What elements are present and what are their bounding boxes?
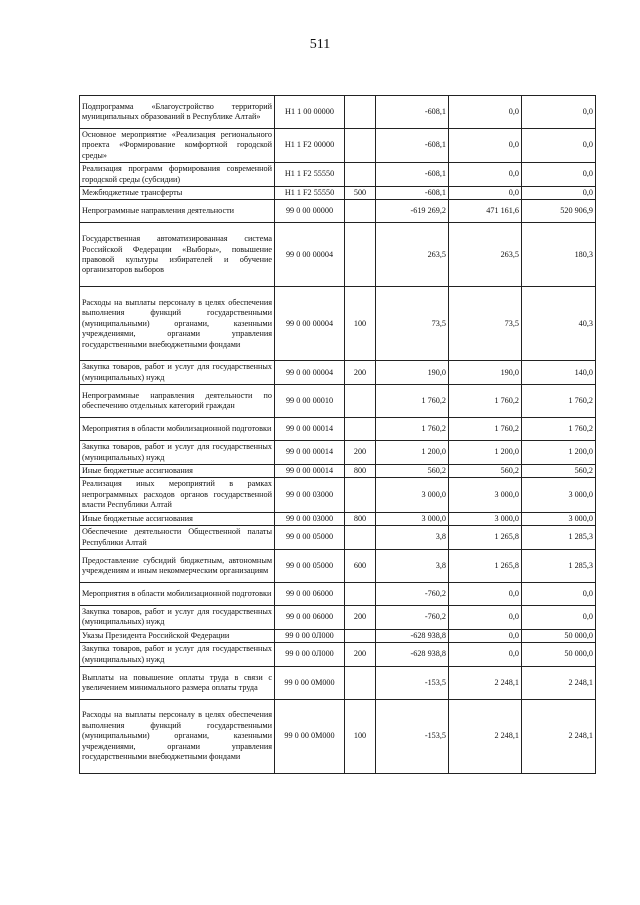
row-value-3: 0,0 bbox=[522, 96, 596, 129]
row-code: 99 0 00 00004 bbox=[275, 223, 345, 287]
row-value-3: 560,2 bbox=[522, 465, 596, 478]
row-expense-type: 800 bbox=[345, 465, 376, 478]
row-name: Выплаты на повышение оплаты труда в связи с увеличением минимального размера оплаты труда bbox=[80, 666, 275, 699]
row-name: Указы Президента Российской Федерации bbox=[80, 629, 275, 642]
row-value-2: 471 161,6 bbox=[449, 200, 522, 223]
table-row bbox=[80, 629, 596, 642]
row-code: 99 0 00 06000 bbox=[275, 605, 345, 629]
row-value-3: 1 285,3 bbox=[522, 549, 596, 582]
row-value-3: 3 000,0 bbox=[522, 512, 596, 525]
row-value-1: -608,1 bbox=[376, 187, 449, 200]
row-name: Непрограммные направления деятельности bbox=[80, 200, 275, 223]
table-row bbox=[80, 418, 596, 441]
row-value-1: -619 269,2 bbox=[376, 200, 449, 223]
row-value-2: 1 265,8 bbox=[449, 549, 522, 582]
table-row bbox=[80, 187, 596, 200]
row-code: 99 0 00 00004 bbox=[275, 361, 345, 385]
row-value-2: 0,0 bbox=[449, 163, 522, 187]
table-row bbox=[80, 512, 596, 525]
table-row bbox=[80, 582, 596, 605]
row-value-3: 2 248,1 bbox=[522, 699, 596, 773]
table-row bbox=[80, 163, 596, 187]
row-value-2: 1 200,0 bbox=[449, 441, 522, 465]
row-expense-type bbox=[345, 666, 376, 699]
page-number: 511 bbox=[309, 37, 331, 52]
row-value-1: -760,2 bbox=[376, 605, 449, 629]
row-code: 99 0 00 06000 bbox=[275, 582, 345, 605]
row-value-2: 0,0 bbox=[449, 187, 522, 200]
row-value-3: 0,0 bbox=[522, 582, 596, 605]
row-expense-type bbox=[345, 129, 376, 163]
row-value-1: -628 938,8 bbox=[376, 629, 449, 642]
row-value-2: 1 760,2 bbox=[449, 385, 522, 418]
table-row bbox=[80, 129, 596, 163]
row-value-1: 3,8 bbox=[376, 549, 449, 582]
row-value-1: -153,5 bbox=[376, 699, 449, 773]
row-value-3: 0,0 bbox=[522, 187, 596, 200]
row-expense-type bbox=[345, 582, 376, 605]
row-name: Подпрограмма «Благоустройство территорий муниципальных образований в Республике Алтай» bbox=[80, 96, 275, 129]
row-value-3: 180,3 bbox=[522, 223, 596, 287]
row-value-3: 1 285,3 bbox=[522, 526, 596, 550]
table-row bbox=[80, 441, 596, 465]
row-expense-type bbox=[345, 629, 376, 642]
row-name: Непрограммные направления деятельности по обеспечению отдельных категорий граждан bbox=[80, 385, 275, 418]
row-value-3: 50 000,0 bbox=[522, 643, 596, 667]
row-value-2: 263,5 bbox=[449, 223, 522, 287]
row-expense-type bbox=[345, 385, 376, 418]
table-row bbox=[80, 478, 596, 512]
row-value-2: 0,0 bbox=[449, 96, 522, 129]
row-name: Мероприятия в области мобилизационной подготовки bbox=[80, 418, 275, 441]
row-name: Иные бюджетные ассигнования bbox=[80, 465, 275, 478]
row-name: Межбюджетные трансферты bbox=[80, 187, 275, 200]
row-name: Мероприятия в области мобилизационной подготовки bbox=[80, 582, 275, 605]
row-value-2: 2 248,1 bbox=[449, 699, 522, 773]
row-name: Закупка товаров, работ и услуг для государственных (муниципальных) нужд bbox=[80, 605, 275, 629]
row-value-3: 1 760,2 bbox=[522, 418, 596, 441]
row-name: Закупка товаров, работ и услуг для государственных (муниципальных) нужд bbox=[80, 441, 275, 465]
row-value-3: 0,0 bbox=[522, 605, 596, 629]
table-row bbox=[80, 526, 596, 550]
row-code: Н1 1 F2 00000 bbox=[275, 129, 345, 163]
row-code: 99 0 00 00014 bbox=[275, 418, 345, 441]
row-value-2: 0,0 bbox=[449, 643, 522, 667]
row-code: 99 0 00 05000 bbox=[275, 526, 345, 550]
row-expense-type: 800 bbox=[345, 512, 376, 525]
row-expense-type: 500 bbox=[345, 187, 376, 200]
row-value-1: -628 938,8 bbox=[376, 643, 449, 667]
table-row bbox=[80, 605, 596, 629]
row-expense-type bbox=[345, 478, 376, 512]
row-value-1: 3 000,0 bbox=[376, 512, 449, 525]
row-code: 99 0 00 00014 bbox=[275, 441, 345, 465]
row-value-2: 1 265,8 bbox=[449, 526, 522, 550]
row-value-3: 520 906,9 bbox=[522, 200, 596, 223]
table-row bbox=[80, 287, 596, 361]
row-expense-type: 100 bbox=[345, 287, 376, 361]
row-value-1: -608,1 bbox=[376, 163, 449, 187]
table-row bbox=[80, 699, 596, 773]
row-expense-type: 200 bbox=[345, 605, 376, 629]
row-value-3: 140,0 bbox=[522, 361, 596, 385]
row-expense-type bbox=[345, 526, 376, 550]
row-expense-type: 200 bbox=[345, 441, 376, 465]
table-row bbox=[80, 200, 596, 223]
row-code: 99 0 00 0Л000 bbox=[275, 643, 345, 667]
row-value-1: 1 760,2 bbox=[376, 385, 449, 418]
row-value-1: 3 000,0 bbox=[376, 478, 449, 512]
row-name: Обеспечение деятельности Общественной палаты Республики Алтай bbox=[80, 526, 275, 550]
row-name: Закупка товаров, работ и услуг для государственных (муниципальных) нужд bbox=[80, 361, 275, 385]
row-expense-type: 200 bbox=[345, 643, 376, 667]
table-row bbox=[80, 223, 596, 287]
row-value-2: 1 760,2 bbox=[449, 418, 522, 441]
row-value-1: -608,1 bbox=[376, 129, 449, 163]
row-value-2: 3 000,0 bbox=[449, 478, 522, 512]
row-name: Иные бюджетные ассигнования bbox=[80, 512, 275, 525]
row-value-1: 560,2 bbox=[376, 465, 449, 478]
row-name: Основное мероприятие «Реализация регионального проекта «Формирование комфортной городской среды» bbox=[80, 129, 275, 163]
row-name: Государственная автоматизированная система Российской Федерации «Выборы», повышение правовой культуры избирателей и обучение организаторов выборов bbox=[80, 223, 275, 287]
row-value-1: 73,5 bbox=[376, 287, 449, 361]
row-value-3: 50 000,0 bbox=[522, 629, 596, 642]
row-value-1: 3,8 bbox=[376, 526, 449, 550]
row-name: Расходы на выплаты персоналу в целях обеспечения выполнения функций государственными (муниципальными) органами, казенными учреждениями, органами управления государственными внебюджетными фондами bbox=[80, 287, 275, 361]
row-value-3: 2 248,1 bbox=[522, 666, 596, 699]
row-code: 99 0 00 0М000 bbox=[275, 666, 345, 699]
row-code: 99 0 00 0М000 bbox=[275, 699, 345, 773]
row-value-1: 1 760,2 bbox=[376, 418, 449, 441]
row-code: Н1 1 00 00000 bbox=[275, 96, 345, 129]
row-value-1: -608,1 bbox=[376, 96, 449, 129]
table-row bbox=[80, 666, 596, 699]
row-expense-type bbox=[345, 200, 376, 223]
row-value-2: 0,0 bbox=[449, 605, 522, 629]
table-row bbox=[80, 549, 596, 582]
row-name: Закупка товаров, работ и услуг для государственных (муниципальных) нужд bbox=[80, 643, 275, 667]
row-value-3: 1 760,2 bbox=[522, 385, 596, 418]
row-code: 99 0 00 00014 bbox=[275, 465, 345, 478]
row-code: 99 0 00 03000 bbox=[275, 478, 345, 512]
row-value-3: 1 200,0 bbox=[522, 441, 596, 465]
row-code: 99 0 00 0Л000 bbox=[275, 629, 345, 642]
row-code: 99 0 00 00004 bbox=[275, 287, 345, 361]
row-value-3: 40,3 bbox=[522, 287, 596, 361]
row-value-1: -153,5 bbox=[376, 666, 449, 699]
row-expense-type bbox=[345, 223, 376, 287]
row-code: Н1 1 F2 55550 bbox=[275, 163, 345, 187]
row-code: Н1 1 F2 55550 bbox=[275, 187, 345, 200]
row-value-2: 73,5 bbox=[449, 287, 522, 361]
row-expense-type: 600 bbox=[345, 549, 376, 582]
row-value-3: 0,0 bbox=[522, 129, 596, 163]
row-value-2: 190,0 bbox=[449, 361, 522, 385]
row-value-1: 263,5 bbox=[376, 223, 449, 287]
row-value-1: -760,2 bbox=[376, 582, 449, 605]
table-row bbox=[80, 643, 596, 667]
table-row bbox=[80, 385, 596, 418]
row-name: Реализация программ формирования современной городской среды (субсидии) bbox=[80, 163, 275, 187]
row-expense-type bbox=[345, 163, 376, 187]
row-name: Расходы на выплаты персоналу в целях обеспечения выполнения функций государственными (муниципальными) органами, казенными учреждениями, органами управления государственными внебюджетными фондами bbox=[80, 699, 275, 773]
row-value-2: 2 248,1 bbox=[449, 666, 522, 699]
row-expense-type: 200 bbox=[345, 361, 376, 385]
budget-table bbox=[79, 95, 596, 774]
row-expense-type bbox=[345, 96, 376, 129]
row-code: 99 0 00 00000 bbox=[275, 200, 345, 223]
table-row bbox=[80, 465, 596, 478]
row-code: 99 0 00 00010 bbox=[275, 385, 345, 418]
table-row bbox=[80, 361, 596, 385]
row-value-2: 0,0 bbox=[449, 629, 522, 642]
row-value-3: 0,0 bbox=[522, 163, 596, 187]
row-code: 99 0 00 05000 bbox=[275, 549, 345, 582]
row-code: 99 0 00 03000 bbox=[275, 512, 345, 525]
row-value-2: 0,0 bbox=[449, 582, 522, 605]
row-value-1: 1 200,0 bbox=[376, 441, 449, 465]
row-name: Реализация иных мероприятий в рамках непрограммных расходов органов государственной власти Республики Алтай bbox=[80, 478, 275, 512]
row-expense-type: 100 bbox=[345, 699, 376, 773]
row-value-2: 3 000,0 bbox=[449, 512, 522, 525]
table-row bbox=[80, 96, 596, 129]
row-value-1: 190,0 bbox=[376, 361, 449, 385]
row-value-3: 3 000,0 bbox=[522, 478, 596, 512]
row-value-2: 0,0 bbox=[449, 129, 522, 163]
table-body bbox=[80, 96, 596, 774]
row-name: Предоставление субсидий бюджетным, автономным учреждениям и иным некоммерческим организациям bbox=[80, 549, 275, 582]
row-value-2: 560,2 bbox=[449, 465, 522, 478]
row-expense-type bbox=[345, 418, 376, 441]
